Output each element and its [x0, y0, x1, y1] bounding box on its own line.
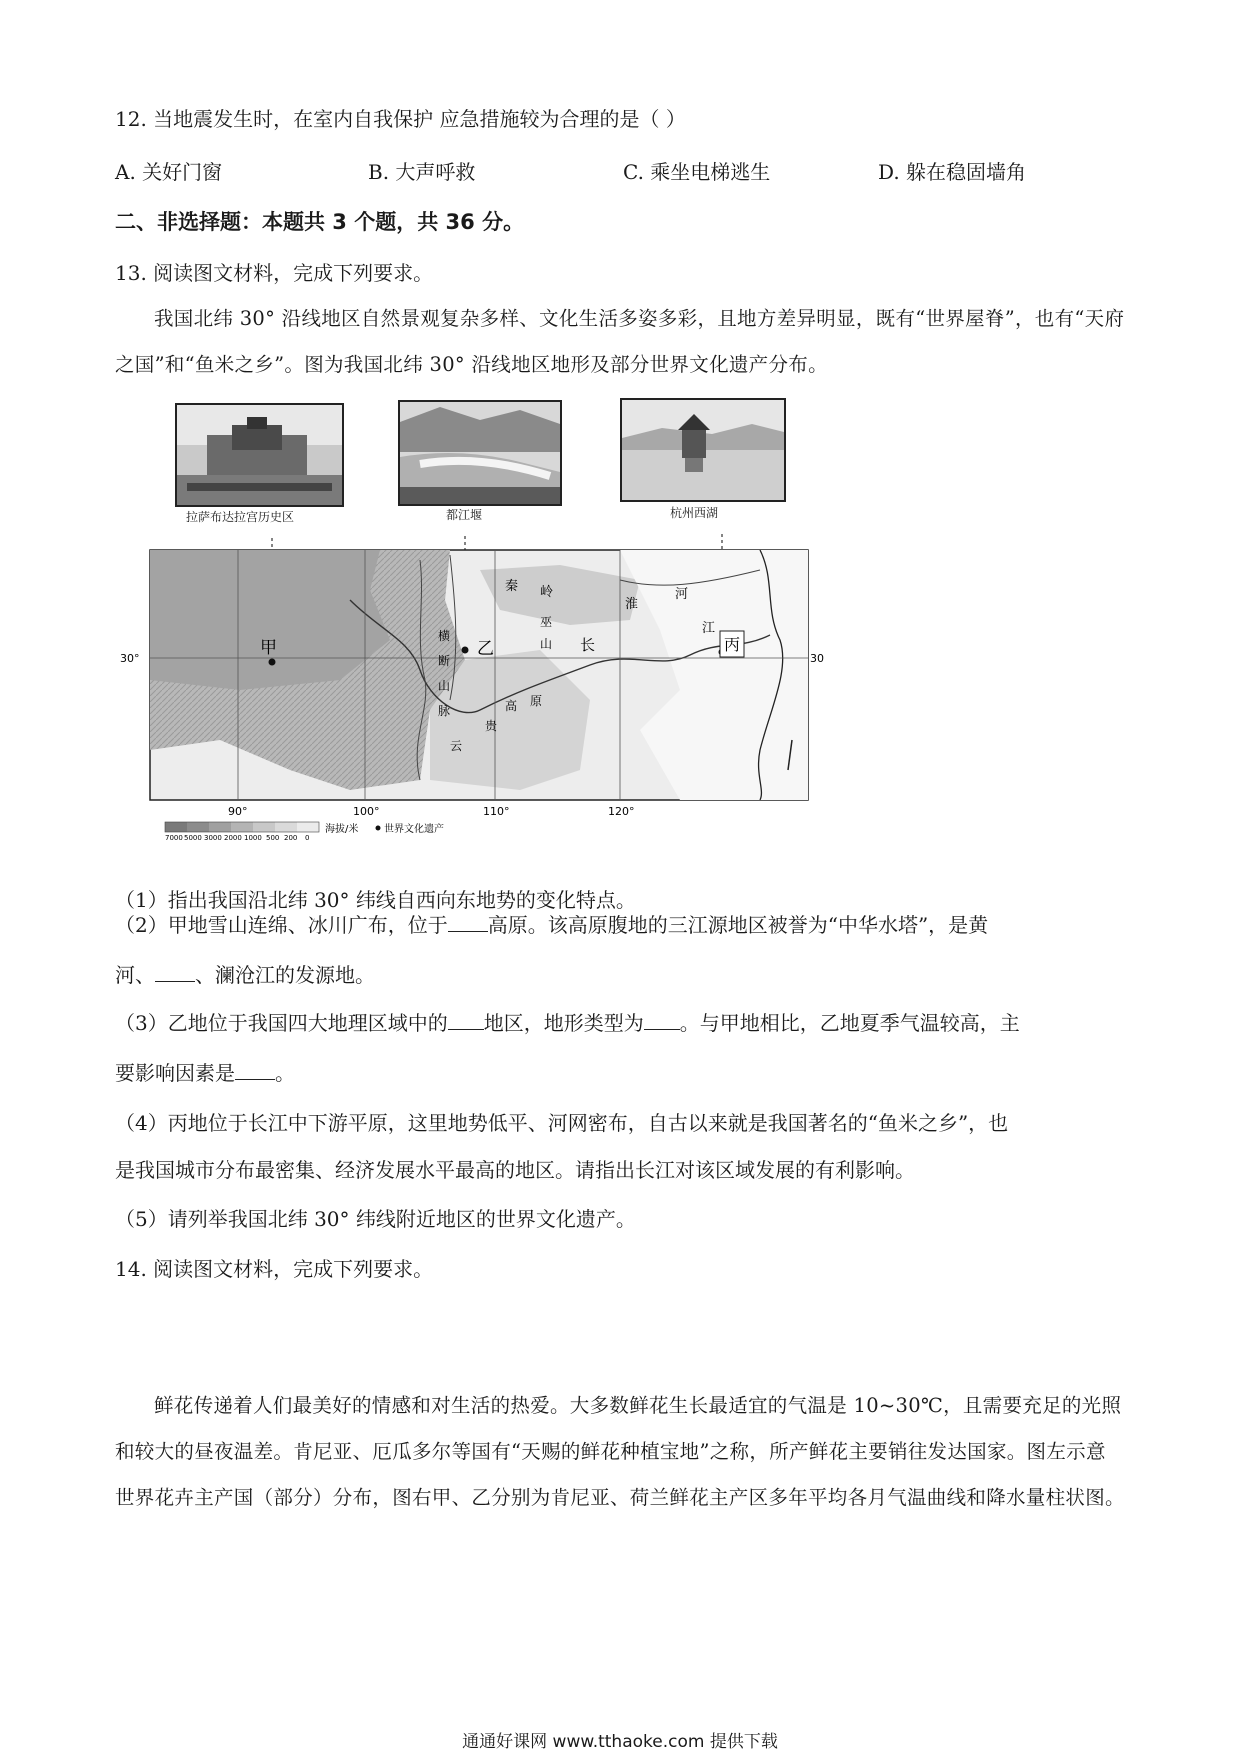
lon-label-110: 110° — [483, 805, 510, 818]
map-legend — [165, 822, 444, 842]
q14-material-text: 鲜花传递着人们最美好的情感和对生活的热爱。大多数鲜花生长最适宜的气温是 10~30℃，且需要充足的光照和较大的昼夜温差。肯尼亚、厄瓜多尔等国有“天赐的鲜花种植宝地”之称，所产鲜花主要销往发达国家。图左示意世界花卉主产国（部分）分布，图右甲、乙分别为肯尼亚、荷兰鲜花主产区多年平均各月气温曲线和降水量柱状图。 — [115, 1394, 1125, 1509]
legend-heritage: 世界文化遗产 — [384, 824, 444, 835]
lon-label-90: 90° — [228, 805, 248, 818]
q14-material — [115, 1383, 1125, 1521]
q13-sub3-text1: （3）乙地位于我国四大地理区域中的 — [115, 1011, 448, 1035]
q13-sub3-text4: 要影响因素是 — [115, 1061, 235, 1085]
photo-west-lake — [620, 398, 786, 502]
photo-caption-potala: 拉萨布达拉宫历史区 — [186, 510, 295, 524]
question-14-stem: 14. 阅读图文材料，完成下列要求。 — [115, 1257, 434, 1281]
q13-sub3-line2 — [115, 1060, 295, 1086]
answer-blank[interactable] — [155, 963, 195, 982]
q13-material — [115, 296, 1125, 388]
map-label-jia: 甲 — [260, 638, 277, 658]
map-label-qin: 秦 — [505, 579, 519, 594]
photo-dujiangyan — [398, 400, 562, 506]
map-label-mai: 脉 — [438, 704, 451, 718]
q13-sub2-line1 — [115, 912, 988, 938]
q13-sub5: （5）请列举我国北纬 30° 纬线附近地区的世界文化遗产。 — [115, 1207, 636, 1231]
lat-label-left: 30° — [120, 652, 140, 665]
q13-sub2-text1: （2）甲地雪山连绵、冰川广布，位于 — [115, 913, 448, 937]
photo-caption-westlake: 杭州西湖 — [670, 506, 719, 520]
q13-sub3-text2: 地区，地形类型为 — [483, 1011, 644, 1035]
photo-caption-dujiangyan: 都江堰 — [446, 508, 483, 522]
legend-elev-1: 5000 — [184, 834, 202, 842]
lon-label-100: 100° — [353, 805, 380, 818]
question-13-stem: 13. 阅读图文材料，完成下列要求。 — [115, 261, 434, 285]
terrain-map — [120, 540, 824, 844]
map-label-yi: 乙 — [477, 639, 494, 659]
map-label-shan1: 山 — [438, 679, 451, 693]
map-label-shan2: 山 — [540, 637, 553, 651]
map-label-duan: 断 — [438, 654, 451, 668]
legend-elev-6: 200 — [284, 834, 298, 842]
q12-option-a: A. 关好门窗 — [115, 160, 223, 184]
q13-sub4-line2: 是我国城市分布最密集、经济发展水平最高的地区。请指出长江对该区域发展的有利影响。 — [115, 1158, 915, 1182]
map-label-huai: 淮 — [625, 597, 639, 612]
answer-blank[interactable] — [644, 1011, 680, 1030]
map-label-heng: 横 — [438, 629, 451, 643]
q13-sub1: （1）指出我国沿北纬 30° 纬线自西向东地势的变化特点。 — [115, 888, 636, 912]
q13-sub2-text3: 河、 — [115, 963, 155, 987]
q13-sub2-line2 — [115, 962, 375, 988]
map-label-he: 河 — [675, 587, 689, 602]
question-12-stem: 12. 当地震发生时，在室内自我保护 应急措施较为合理的是（ ） — [115, 107, 686, 131]
map-label-jiang-c: 江 — [702, 621, 716, 636]
map-label-chang: 长 — [580, 636, 596, 654]
answer-blank[interactable] — [448, 913, 488, 932]
map-label-gao: 高 — [505, 699, 518, 713]
map-label-yuan: 原 — [530, 694, 543, 708]
legend-elev-0: 7000 — [165, 834, 183, 842]
legend-elev-4: 1000 — [244, 834, 262, 842]
legend-elev-3: 2000 — [224, 834, 242, 842]
map-label-gui: 贵 — [485, 719, 498, 733]
legend-unit: 海拔/米 — [325, 824, 359, 835]
q13-sub2-text4: 、澜沧江的发源地。 — [195, 963, 375, 987]
legend-elev-2: 3000 — [204, 834, 222, 842]
q13-sub3-text3: 。与甲地相比，乙地夏季气温较高，主 — [679, 1011, 1020, 1035]
q12-option-c: C. 乘坐电梯逃生 — [623, 160, 771, 184]
legend-elev-5: 500 — [266, 834, 280, 842]
q12-option-d: D. 躲在稳固墙角 — [878, 160, 1027, 184]
q13-sub3-line1 — [115, 1010, 1020, 1036]
map-label-bing: 丙 — [724, 635, 741, 654]
q13-material-text: 我国北纬 30° 沿线地区自然景观复杂多样、文化生活多姿多彩，且地方差异明显，既有“世界屋脊”，也有“天府之国”和“鱼米之乡”。图为我国北纬 30° 沿线地区地形及部分世界文化遗产分布。 — [115, 307, 1125, 376]
q13-sub4-line1: （4）丙地位于长江中下游平原，这里地势低平、河网密布，自古以来就是我国著名的“鱼米之乡”，也 — [115, 1111, 1009, 1135]
page-footer: 通通好课网 www.tthaoke.com 提供下载 — [462, 1732, 778, 1752]
section-2-title: 二、非选择题：本题共 3 个题，共 36 分。 — [115, 210, 525, 234]
q12-option-b: B. 大声呼救 — [368, 160, 476, 184]
answer-blank[interactable] — [235, 1061, 275, 1080]
photo-potala-palace — [175, 403, 344, 507]
q13-sub3-text5: 。 — [275, 1061, 295, 1085]
lon-label-120: 120° — [608, 805, 635, 818]
map-label-yun: 云 — [450, 739, 463, 753]
map-label-wu: 巫 — [540, 615, 553, 629]
lat-label-right: 30 — [810, 652, 824, 665]
answer-blank[interactable] — [448, 1011, 484, 1030]
q13-sub2-text2: 高原。该高原腹地的三江源地区被誉为“中华水塔”，是黄 — [487, 913, 989, 937]
map-label-ling: 岭 — [540, 585, 554, 600]
legend-elev-7: 0 — [305, 834, 310, 842]
